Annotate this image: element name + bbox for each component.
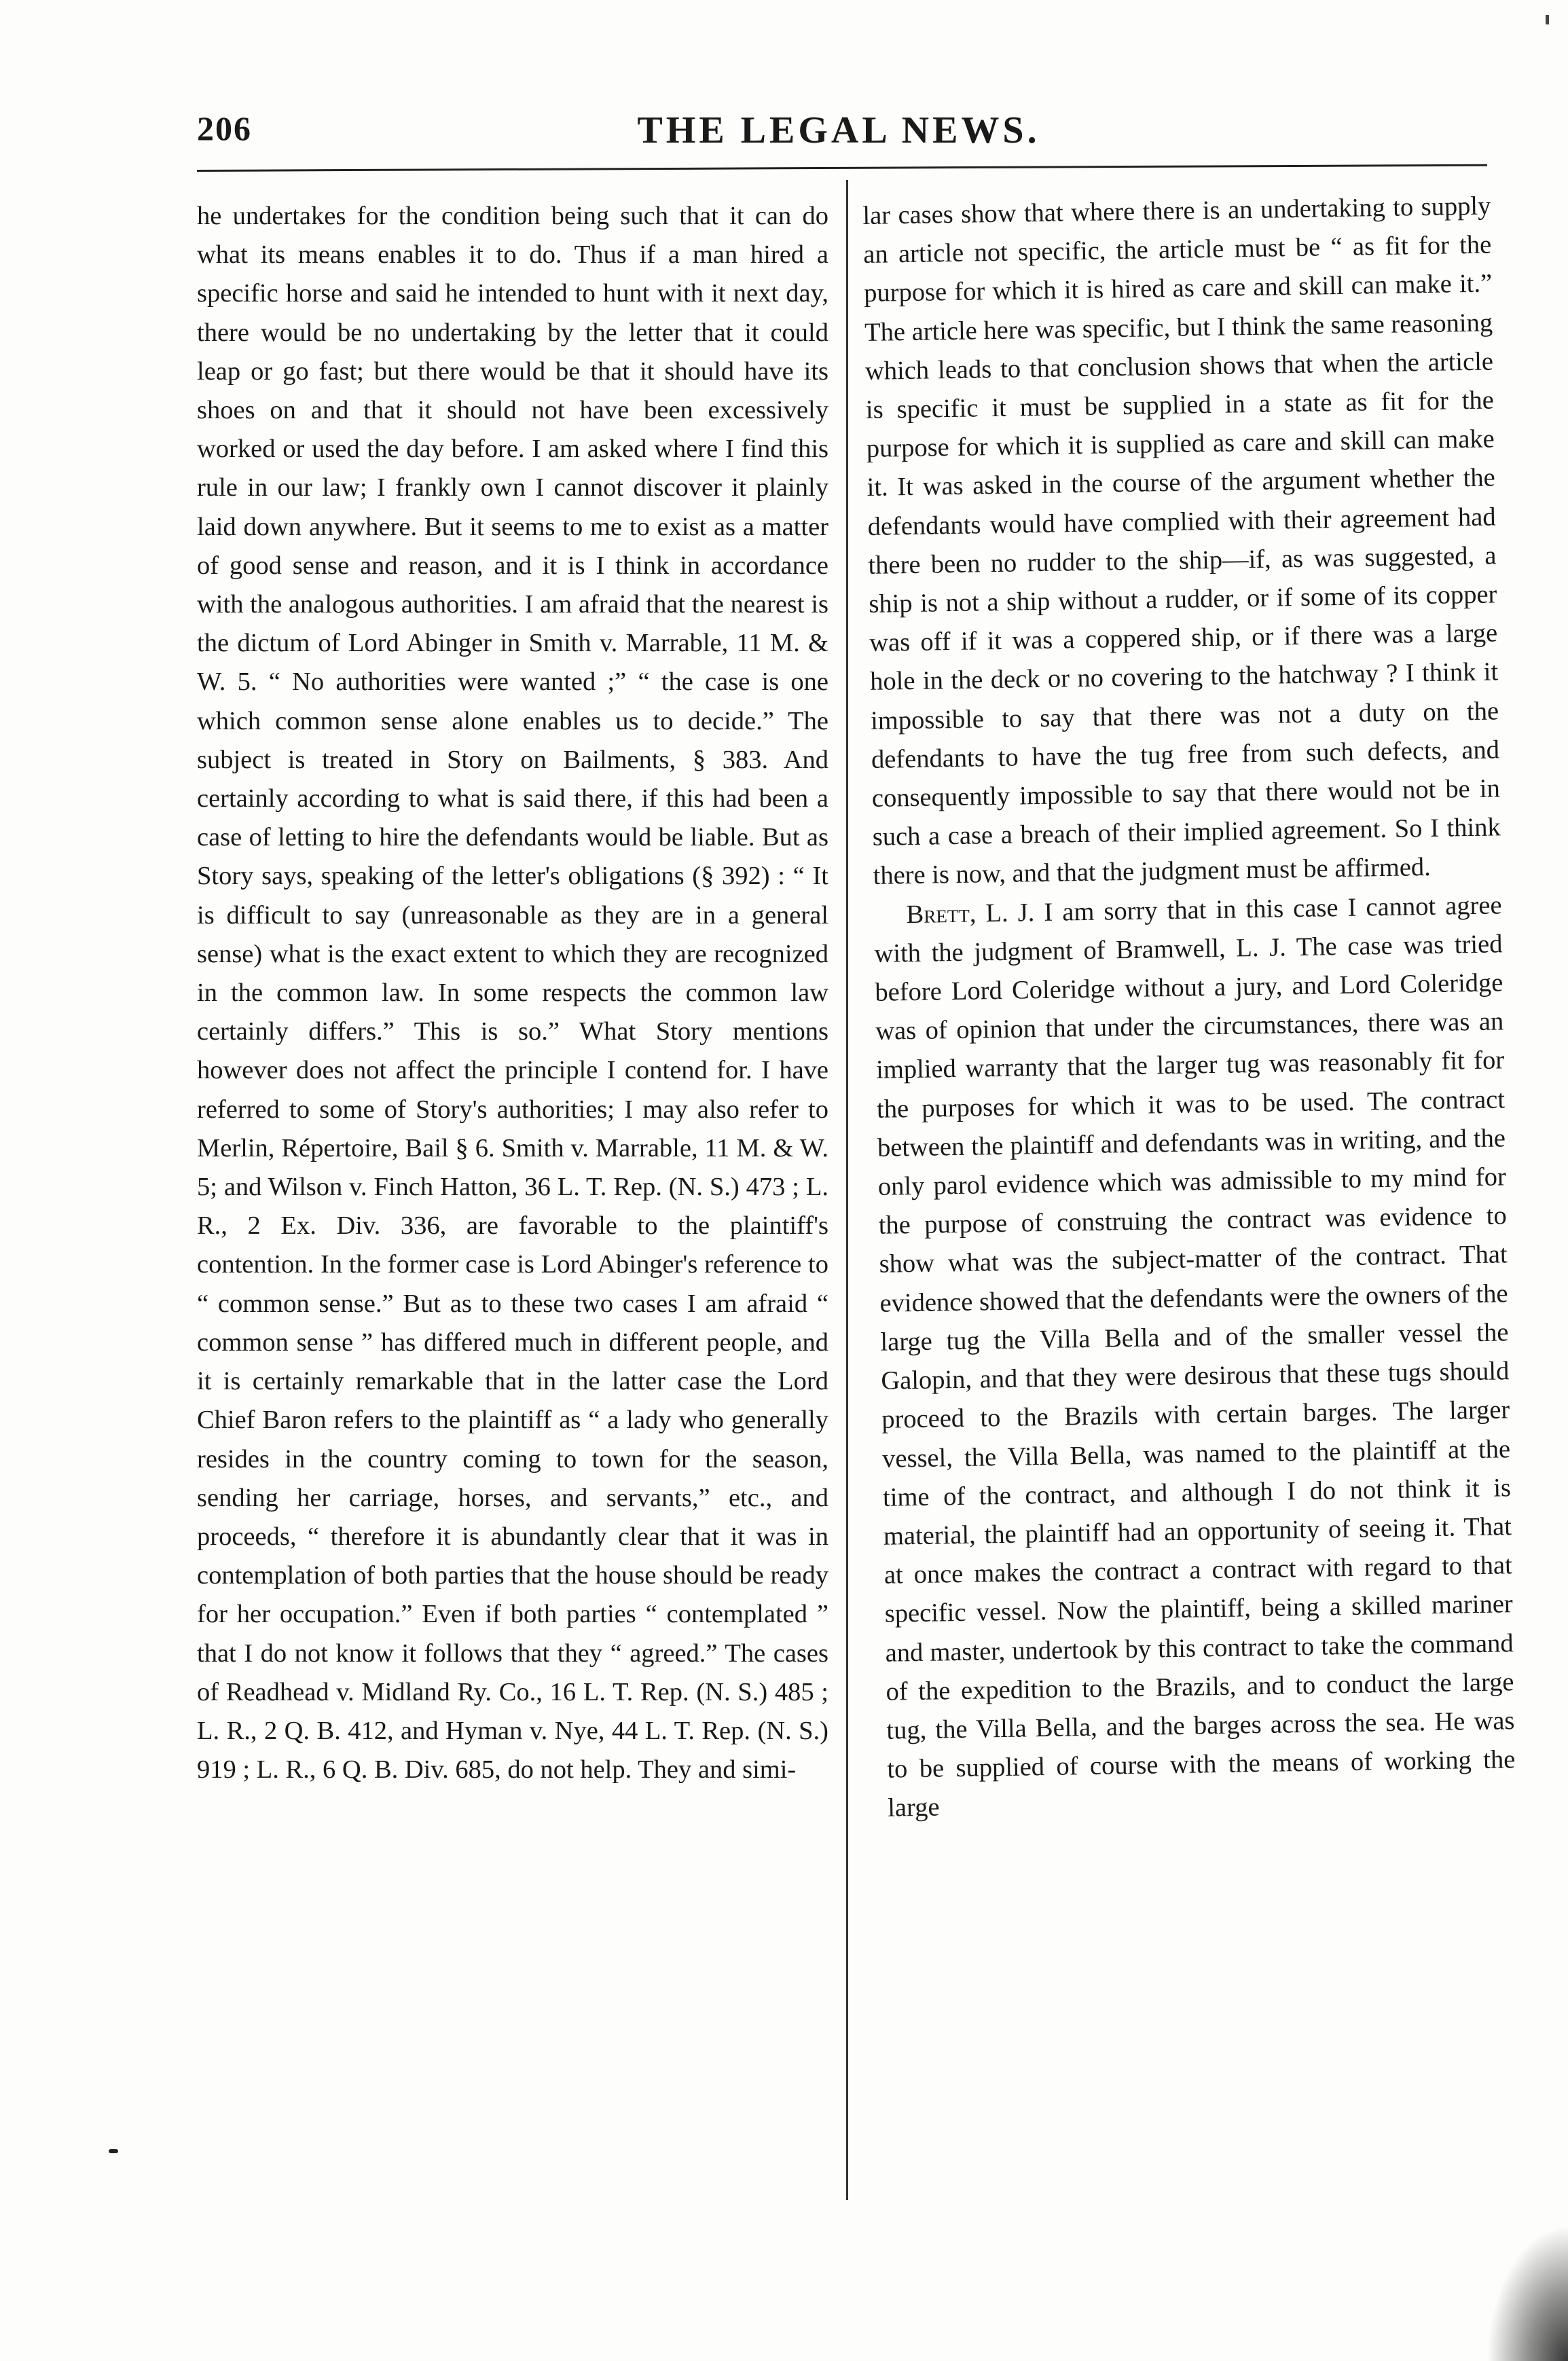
column-divider: [846, 180, 848, 2200]
scan-speck: [1546, 15, 1549, 24]
right-column: [862, 187, 1516, 1828]
judge-name: Brett: [906, 899, 970, 929]
running-title: THE LEGAL NEWS.: [637, 109, 1040, 151]
left-column: [197, 197, 828, 1789]
page-number: 206: [197, 109, 252, 147]
right-paragraph-2-text: , L. J. I am sorry that in this case I cannot agree with the judgment of Bramwell, L. J. The case was tried before Lord Coleridge without a jury, and Lord Coleridge was of opinion that under the circumstances, there was an implied warranty that the larger tug was reasonably fit for the purposes for which it was to be used. The contract between the plaintiff and defendants was in writing, and the only parol evidence which was admissible to my mind for the purpose of construing the contract was evidence to show what was the subject-matter of the contract. That evidence showed that the defendants were the owners of the large tug the Villa Bella and of the smaller vessel the Galopin, and that they were desirous that these tugs should proceed to the Brazils with certain barges. The larger vessel, the Villa Bella, was named to the plaintiff at the time of the contract, and although I do not think it is material, the plaintiff had an opportunity of seeing it. That at once makes the contract a contract with regard to that specific vessel. Now the plaintiff, being a skilled mariner and master, undertook by this contract to take the command of the expedition to the Brazils, and to conduct the large tug, the Villa Bella, and the barges across the sea. He was to be supplied of course with the means of working the large: [874, 890, 1516, 1823]
margin-mark: [109, 2149, 118, 2153]
right-paragraph-2: [873, 886, 1516, 1828]
right-paragraph-1: lar cases show that where there is an undertaking to supply an article not specific, the article must be “ as fit for the purpose for which it is hired as care and skill can make it.” The article here was specific, but I think the same reasoning which leads to that conclusion shows that when the article is specific it must be supplied in a state as fit for the purpose for which it is supplied as care and skill can make it. It was asked in the course of the argument whether the defendants would have complied with their agreement had there been no rudder to the ship—if, as was suggested, a ship is not a ship without a rudder, or if some of its copper was off if it was a coppered ship, or if there was a large hole in the deck or no covering to the hatchway ? I think it impossible to say that there was not a duty on the defendants to have the tug free from such defects, and consequently impossible to say that there would not be in such a case a breach of their implied agreement. So I think there is now, and that the judgment must be affirmed.: [862, 191, 1501, 891]
page-header: [197, 102, 1480, 163]
header-rule: [197, 164, 1487, 172]
left-paragraph: he undertakes for the condition being such that it can do what its means enables it to do. Thus if a man hired a specific horse and said he intended to hunt with it next day, there would be no undertaking by the letter that it could leap or go fast; but there would be that it should have its shoes on and that it should not have been excessively worked or used the day before. I am asked where I find this rule in our law; I frankly own I cannot discover it plainly laid down anywhere. But it seems to me to exist as a matter of good sense and reason, and it is I think in accordance with the analogous authorities. I am afraid that the nearest is the dictum of Lord Abinger in Smith v. Marrable, 11 M. & W. 5. “ No authorities were wanted ;” “ the case is one which common sense alone enables us to decide.” The subject is treated in Story on Bailments, § 383. And certainly according to what is said there, if this had been a case of letting to hire the defendants would be liable. But as Story says, speaking of the letter's obligations (§ 392) : “ It is difficult to say (unreasonable as they are in a general sense) what is the exact extent to which they are recognized in the common law. In some respects the common law certainly differs.” This is so.” What Story mentions however does not affect the principle I contend for. I have referred to some of Story's authorities; I may also refer to Merlin, Répertoire, Bail § 6. Smith v. Marrable, 11 M. & W. 5; and Wilson v. Finch Hatton, 36 L. T. Rep. (N. S.) 473 ; L. R., 2 Ex. Div. 336, are favorable to the plaintiff's contention. In the former case is Lord Abinger's reference to “ common sense.” But as to these two cases I am afraid “ common sense ” has differed much in different people, and it is certainly remarkable that in the latter case the Lord Chief Baron refers to the plaintiff as “ a lady who generally resides in the country coming to town for the season, sending her carriage, horses, and servants,” etc., and proceeds, “ therefore it is abundantly clear that it was in contemplation of both parties that the house should be ready for her occupation.” Even if both parties “ contemplated ” that I do not know it follows that they “ agreed.” The cases of Readhead v. Midland Ry. Co., 16 L. T. Rep. (N. S.) 485 ; L. R., 2 Q. B. 412, and Hyman v. Nye, 44 L. T. Rep. (N. S.) 919 ; L. R., 6 Q. B. Div. 685, do not help. They and simi-: [197, 202, 828, 1785]
ink-smudge: [1487, 2225, 1568, 2361]
